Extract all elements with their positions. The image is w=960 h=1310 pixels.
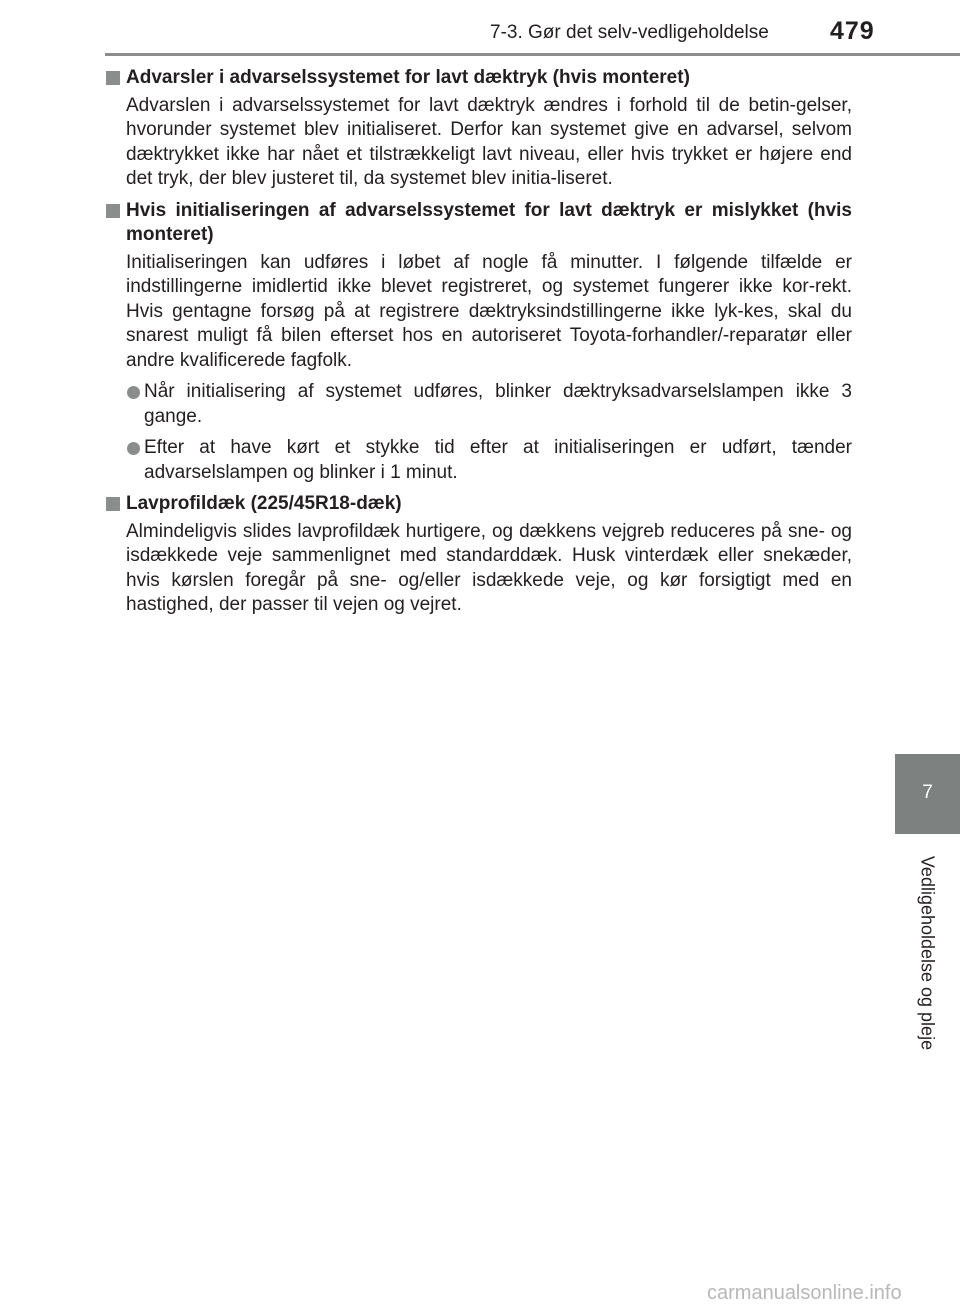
body-paragraph: Advarslen i advarselssystemet for lavt dæktryk ændres i forhold til de betin-gelser, hvorunder systemet blev initialiseret. Derfor kan systemet give en advarsel, selvom dæktrykket ikke har nået et tilstrækkeligt lavt niveau, eller hvis trykket er højere end det tryk, der blev justeret til, da systemet blev initia-liseret.: [126, 94, 852, 189]
body-paragraph: Initialiseringen kan udføres i løbet af nogle få minutter. I følgende tilfælde er indstillingerne imidlertid ikke blevet registreret, og systemet fungerer ikke kor-rekt. Hvis gentagne forsøg på at registrere dæktryksindstillingerne ikke lyk-kes, skal du snarest muligt få bilen efterset hos en autoriseret Toyota-forhandler/-reparatør eller andre kvalificerede fagfolk.: [126, 251, 852, 371]
chapter-label: Vedligeholdelse og pleje: [917, 855, 938, 1051]
heading-text: Hvis initialiseringen af advarselssystemet for lavt dæktryk er mislykket (hvis monteret): [126, 199, 852, 245]
bullet-item: [106, 380, 852, 429]
page-content: [106, 66, 852, 625]
section-heading: [106, 492, 852, 517]
heading-text: Advarsler i advarselssystemet for lavt dæktryk (hvis monteret): [126, 67, 690, 88]
chapter-number: 7: [922, 782, 933, 803]
page-number: 479: [830, 17, 875, 45]
bullet-text: Når initialisering af systemet udføres, blinker dæktryksadvarselslampen ikke 3 gange.: [144, 381, 852, 427]
page-header: [0, 0, 960, 60]
section-heading: [106, 199, 852, 248]
circle-bullet-icon: [127, 442, 140, 455]
bullet-text: Efter at have kørt et stykke tid efter at initialiseringen er udført, tænder advarselslampen og blinker i 1 minut.: [144, 437, 852, 483]
chapter-tab: [895, 754, 960, 834]
bullet-item: [106, 436, 852, 485]
square-bullet-icon: [106, 204, 120, 218]
watermark: carmanualsonline.info: [707, 1282, 902, 1304]
square-bullet-icon: [106, 71, 120, 85]
section-title: 7-3. Gør det selv-vedligeholdelse: [490, 22, 769, 43]
heading-text: Lavprofildæk (225/45R18-dæk): [126, 493, 402, 514]
header-rule: [105, 53, 960, 56]
square-bullet-icon: [106, 497, 120, 511]
circle-bullet-icon: [127, 386, 140, 399]
body-paragraph: Almindeligvis slides lavprofildæk hurtigere, og dækkens vejgreb reduceres på sne- og isdækkede veje sammenlignet med standarddæk. Husk vinterdæk eller snekæder, hvis kørslen foregår på sne- og/eller isdækkede veje, og kør forsigtigt med en hastighed, der passer til vejen og vejret.: [126, 520, 852, 615]
section-heading: [106, 66, 852, 91]
